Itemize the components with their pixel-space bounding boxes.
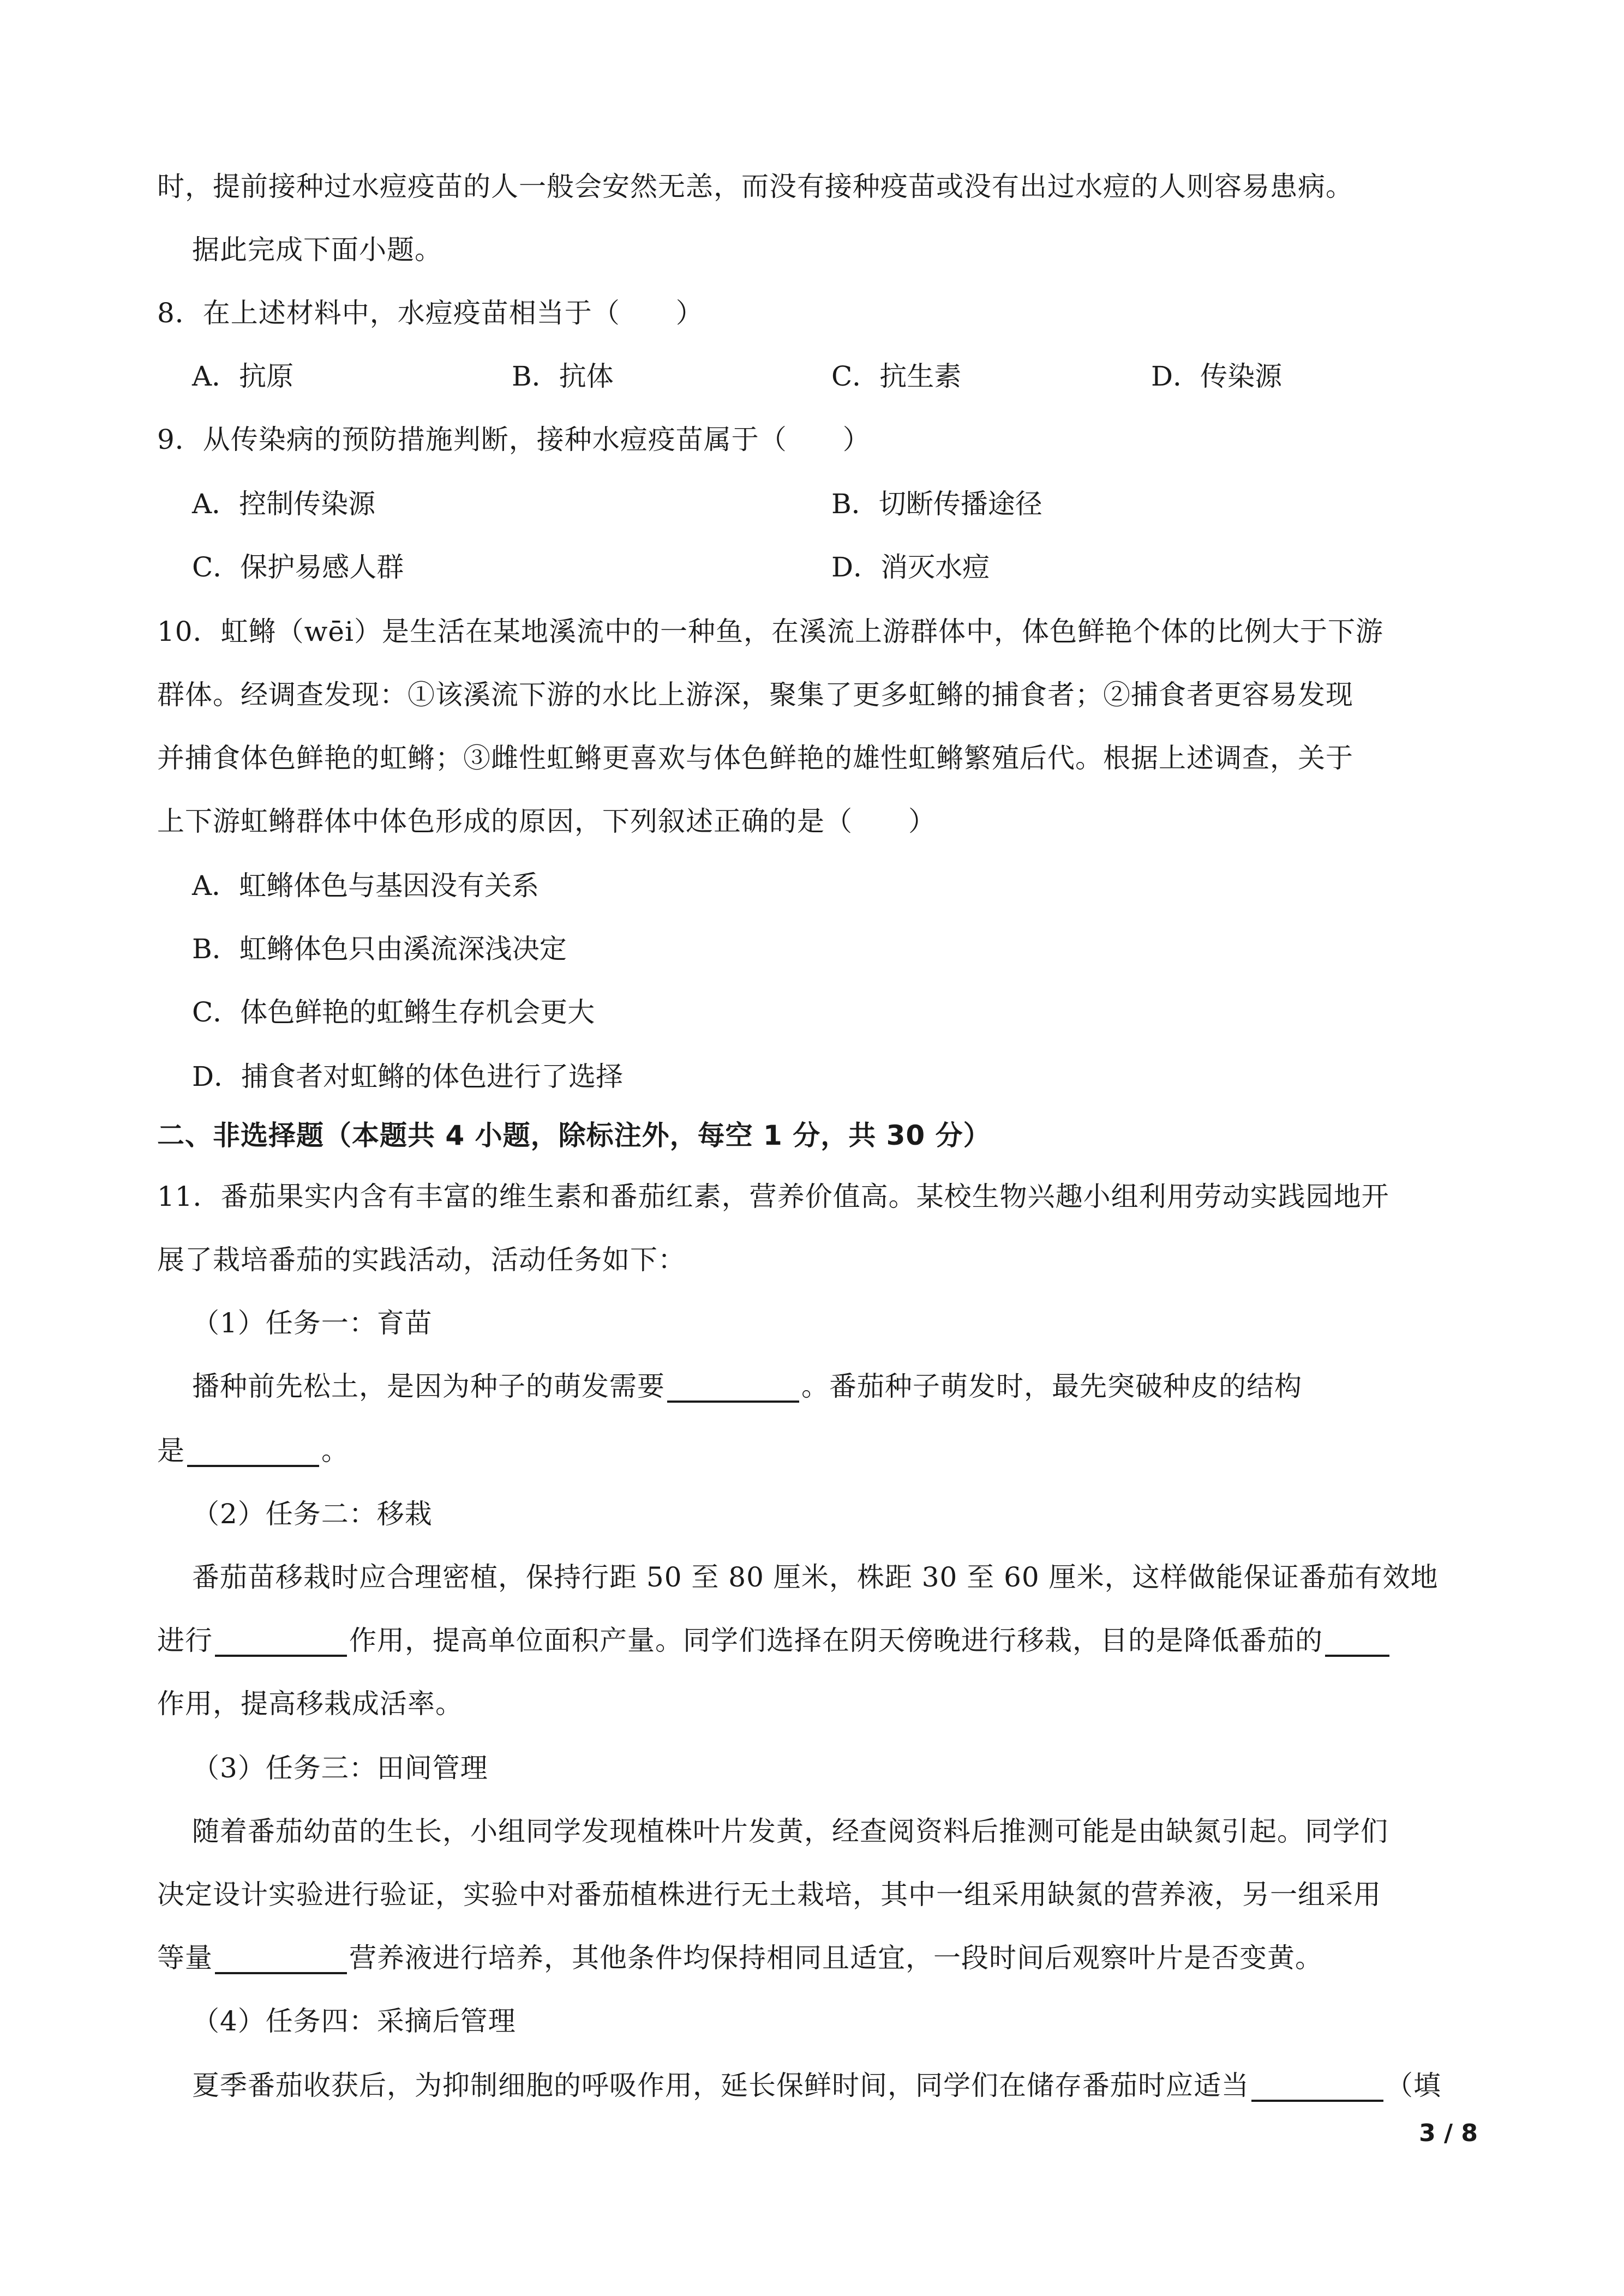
task2-line-2 [157, 1624, 1392, 1657]
q10-option-a: A．虹鳉体色与基因没有关系 [192, 870, 540, 901]
task2-line-1: 番茄苗移栽时应合理密植，保持行距 50 至 80 厘米，株距 30 至 60 厘米，这样做能保证番茄有效地 [192, 1561, 1439, 1593]
q11-intro-line-1: 11．番茄果实内含有丰富的维生素和番茄红素，营养价值高。某校生物兴趣小组利用劳动实践园地开 [157, 1181, 1389, 1212]
task3-text-c: 等量 [157, 1942, 213, 1974]
q10-option-b: B．虹鳉体色只由溪流深浅决定 [192, 933, 567, 965]
task4-title: （4）任务四：采摘后管理 [192, 2005, 516, 2037]
q8-option-d: D．传染源 [1151, 360, 1283, 392]
task1-text-c: 是 [157, 1435, 185, 1466]
q10-option-c: C．体色鲜艳的虹鳉生存机会更大 [192, 996, 595, 1028]
q10-line-1: 10．虹鳉（wēi）是生活在某地溪流中的一种鱼，在溪流上游群体中，体色鲜艳个体的比例大于下游 [157, 616, 1383, 647]
q8-option-c: C．抗生素 [831, 360, 962, 392]
intro-line-2: 据此完成下面小题。 [192, 234, 442, 266]
q10-line-2: 群体。经调查发现：①该溪流下游的水比上游深，聚集了更多虹鳉的捕食者；②捕食者更容易发现 [157, 679, 1353, 711]
q9-stem: 9．从传染病的预防措施判断，接种水痘疫苗属于（ ） [157, 424, 871, 455]
task1-line-1 [192, 1370, 1302, 1403]
task1-text-a: 播种前先松土，是因为种子的萌发需要 [192, 1371, 665, 1402]
task3-text-d: 营养液进行培养，其他条件均保持相同且适宜，一段时间后观察叶片是否变黄。 [349, 1942, 1323, 1974]
task4-line-1 [192, 2069, 1441, 2102]
q9-option-c: C．保护易感人群 [192, 551, 404, 583]
q10-line-3: 并捕食体色鲜艳的虹鳉；③雌性虹鳉更喜欢与体色鲜艳的雄性虹鳉繁殖后代。根据上述调查，关于 [157, 742, 1353, 774]
task3-line-3 [157, 1942, 1323, 1974]
task2-line-3: 作用，提高移栽成活率。 [157, 1688, 463, 1720]
answer-blank[interactable] [667, 1372, 799, 1403]
answer-blank[interactable] [187, 1436, 319, 1467]
q10-option-d: D．捕食者对虹鳉的体色进行了选择 [192, 1061, 624, 1092]
q9-option-a: A．控制传染源 [192, 488, 376, 520]
task4-text-b: （填 [1386, 2070, 1441, 2101]
task3-line-2: 决定设计实验进行验证，实验中对番茄植株进行无土栽培，其中一组采用缺氮的营养液，另一组采用 [157, 1879, 1381, 1910]
task3-line-1: 随着番茄幼苗的生长，小组同学发现植株叶片发黄，经查阅资料后推测可能是由缺氮引起。同学们 [192, 1816, 1388, 1847]
q10-line-4: 上下游虹鳉群体中体色形成的原因，下列叙述正确的是（ ） [157, 806, 936, 837]
q9-option-b: B．切断传播途径 [831, 488, 1042, 520]
task4-text-a: 夏季番茄收获后，为抑制细胞的呼吸作用，延长保鲜时间，同学们在储存番茄时应适当 [192, 2070, 1249, 2101]
task2-text-b: 进行 [157, 1625, 213, 1656]
intro-line-1: 时，提前接种过水痘疫苗的人一般会安然无恙，而没有接种疫苗或没有出过水痘的人则容易患病。 [157, 171, 1353, 202]
task1-text-d: 。 [321, 1435, 349, 1466]
answer-blank[interactable] [215, 1944, 347, 1974]
answer-blank[interactable] [1251, 2071, 1383, 2102]
page-number: 3 / 8 [1419, 2119, 1478, 2147]
task2-title: （2）任务二：移栽 [192, 1498, 433, 1530]
task1-title: （1）任务一：育苗 [192, 1307, 433, 1339]
q8-option-a: A．抗原 [192, 360, 294, 392]
answer-blank[interactable] [215, 1626, 347, 1657]
answer-blank[interactable] [1325, 1626, 1389, 1657]
task3-title: （3）任务三：田间管理 [192, 1752, 488, 1784]
q8-option-b: B．抗体 [512, 360, 614, 392]
q9-option-d: D．消灭水痘 [831, 551, 990, 583]
task2-text-c: 作用，提高单位面积产量。同学们选择在阴天傍晚进行移栽，目的是降低番茄的 [349, 1625, 1323, 1656]
task1-line-2 [157, 1434, 349, 1467]
q11-intro-line-2: 展了栽培番茄的实践活动，活动任务如下： [157, 1244, 686, 1276]
section-heading: 二、非选择题（本题共 4 小题，除标注外，每空 1 分，共 30 分） [157, 1120, 991, 1151]
q8-stem: 8．在上述材料中，水痘疫苗相当于（ ） [157, 297, 704, 329]
task1-text-b: 。番茄种子萌发时，最先突破种皮的结构 [801, 1371, 1302, 1402]
